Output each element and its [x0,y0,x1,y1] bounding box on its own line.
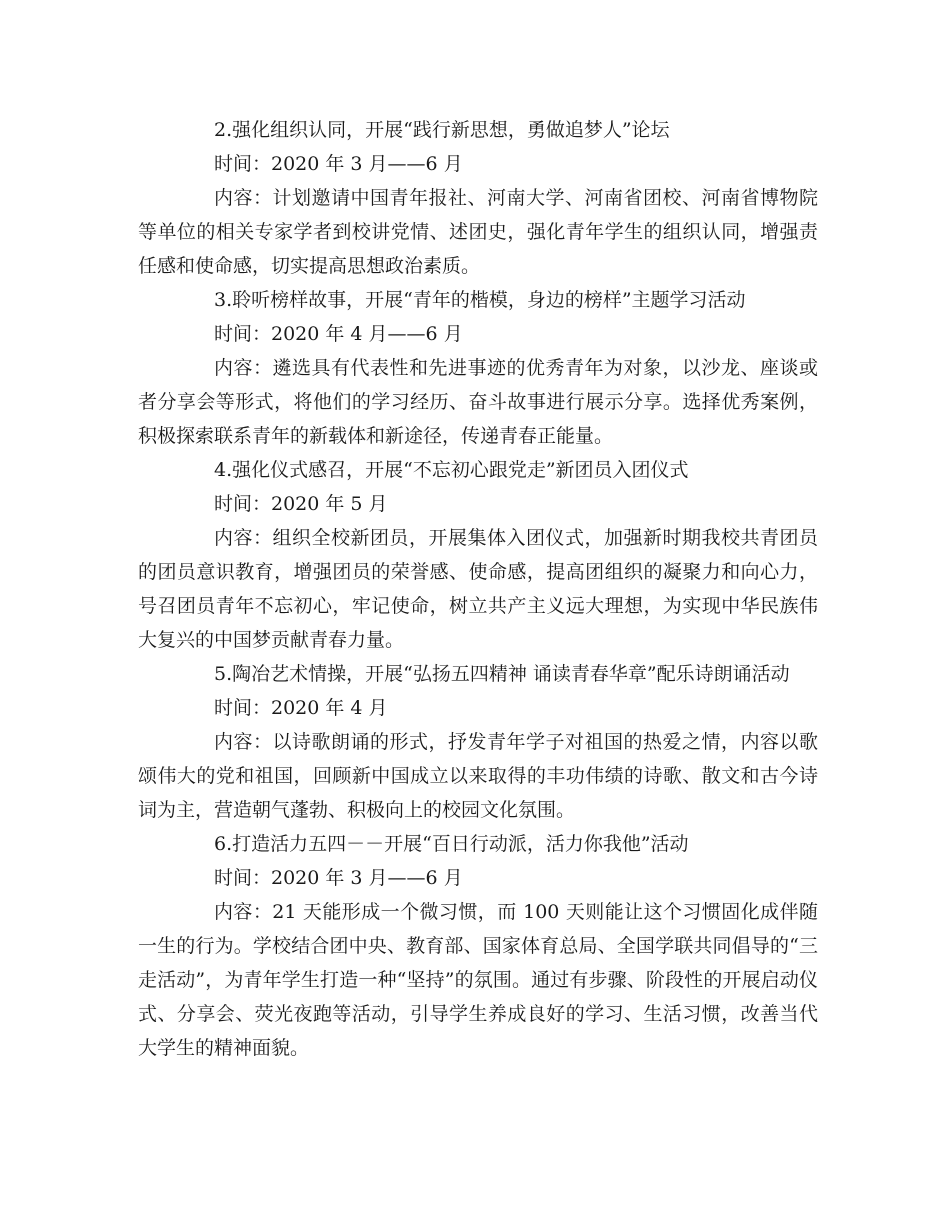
section-content: 内容：计划邀请中国青年报社、河南大学、河南省团校、河南省博物院等单位的相关专家学者到校讲党情、述团史，强化青年学生的组织认同，增强责任感和使命感，切实提高思想政治素质。 [138,187,818,277]
section-heading: 3.聆听榜样故事，开展“青年的楷模，身边的榜样”主题学习活动 [214,289,746,311]
section-heading: 4.强化仪式感召，开展“不忘初心跟党走”新团员入团仪式 [214,459,689,481]
section-time: 时间：2020 年 4 月 [214,697,388,719]
section-time: 时间：2020 年 4 月——6 月 [214,323,463,345]
section-content: 内容：以诗歌朗诵的形式，抒发青年学子对祖国的热爱之情，内容以歌颂伟大的党和祖国，回顾新中国成立以来取得的丰功伟绩的诗歌、散文和古今诗词为主，营造朝气蓬勃、积极向上的校园文化氛围。 [138,731,818,821]
section-time: 时间：2020 年 5 月 [214,493,388,515]
section-time: 时间：2020 年 3 月——6 月 [214,867,463,889]
section-content: 内容：21 天能形成一个微习惯，而 100 天则能让这个习惯固化成伴随一生的行为。学校结合团中央、教育部、国家体育总局、全国学联共同倡导的“三走活动”，为青年学生打造一种“坚持”的氛围。通过有步骤、阶段性的开展启动仪式、分享会、荧光夜跑等活动，引导学生养成良好的学习、生活习惯，改善当代大学生的精神面貌。 [138,901,818,1059]
section-heading: 5.陶冶艺术情操，开展“弘扬五四精神 诵读青春华章”配乐诗朗诵活动 [214,663,790,685]
section-heading: 6.打造活力五四－－开展“百日行动派，活力你我他”活动 [214,833,689,855]
section-content: 内容：组织全校新团员，开展集体入团仪式，加强新时期我校共青团员的团员意识教育，增强团员的荣誉感、使命感，提高团组织的凝聚力和向心力，号召团员青年不忘初心，牢记使命，树立共产主义远大理想，为实现中华民族伟大复兴的中国梦贡献青春力量。 [138,527,818,651]
section-content: 内容：遴选具有代表性和先进事迹的优秀青年为对象，以沙龙、座谈或者分享会等形式，将他们的学习经历、奋斗故事进行展示分享。选择优秀案例，积极探索联系青年的新载体和新途径，传递青春正能量。 [138,357,818,447]
section-time: 时间：2020 年 3 月——6 月 [214,153,463,175]
document-body [138,113,818,1065]
section-heading: 2.强化组织认同，开展“践行新思想，勇做追梦人”论坛 [214,119,670,141]
